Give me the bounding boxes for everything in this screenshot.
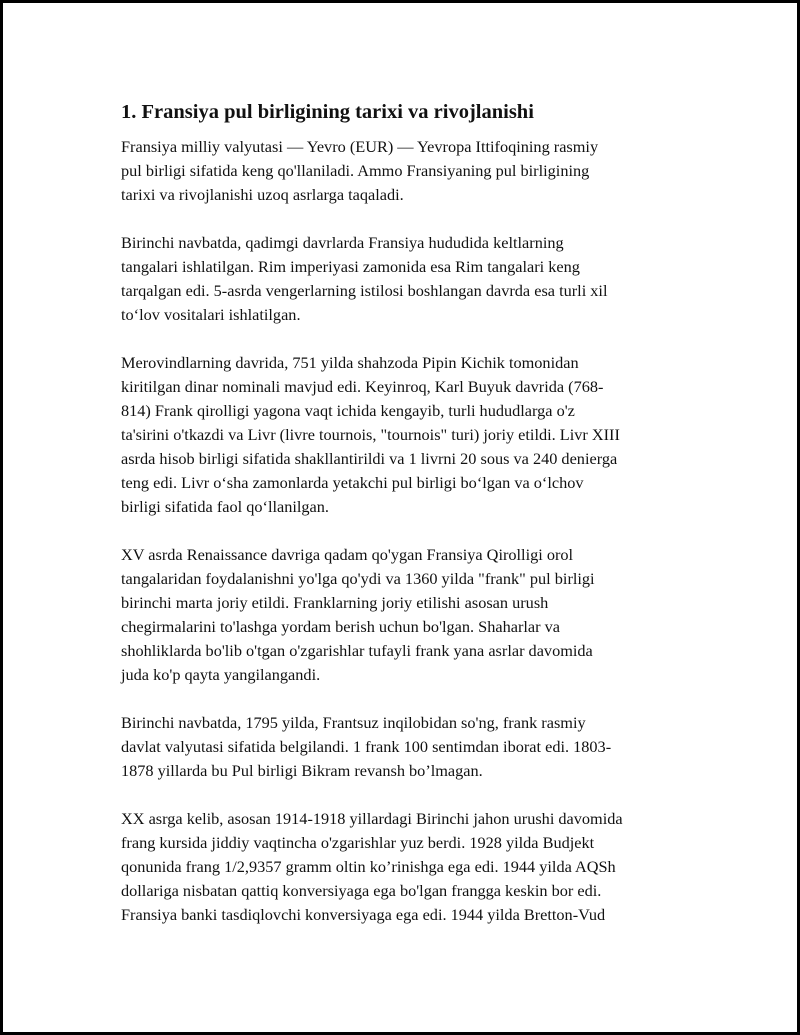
paragraph-franc-origin: XV asrda Renaissance davriga qadam qo'ygan Fransiya Qirolligi orol tangalaridan foydalanishni yo'lga qo'ydi va 1360 yilda "frank" pul birligi birinchi marta joriy etildi. Franklarning joriy etilishi asosan urush chegirmalarini to'lashga yordam berish uchun bo'lgan. Shaharlar va shohliklarda bo'lib o'tgan o'zgarishlar tufayli frank yana asrlar davomida juda ko'p qayta yangilangandi. [121, 545, 595, 684]
paragraph-ancient-coins: Birinchi navbatda, qadimgi davrlarda Fransiya hududida keltlarning tangalari ishlatilgan. Rim imperiyasi zamonida esa Rim tangalari keng tarqalgan edi. 5-asrda vengerlarning istilosi boshlangan davrda esa turli xil to‘lov vositalari ishlatilgan. [121, 233, 608, 324]
paragraph-livre: Merovindlarning davrida, 751 yilda shahzoda Pipin Kichik tomonidan kiritilgan dinar nominali mavjud edi. Keyinroq, Karl Buyuk davrida (768- 814) Frank qirolligi yagona vaqt ichida kengayib, turli hududlarga o'z ta'sirini o'tkazdi va Livr (livre tournois, "tournois" turi) joriy etildi. Livr XIII asrda hisob birligi sifatida shakllantirildi va 1 livrni 20 sous va 240 denierga teng edi. Livr o‘sha zamonlarda yetakchi pul birligi bo‘lgan va o‘lchov birligi sifatida faol qo‘llanilgan. [121, 353, 620, 516]
paragraph-intro: Fransiya milliy valyutasi — Yevro (EUR) — Yevropa Ittifoqining rasmiy pul birligi sifatida keng qo'llaniladi. Ammo Fransiyaning pul birligining tarixi va rivojlanishi uzoq asrlarga taqaladi. [121, 137, 599, 204]
section-heading: 1. Fransiya pul birligining tarixi va rivojlanishi [121, 101, 534, 123]
document-body [121, 99, 691, 951]
paragraph-revolution: Birinchi navbatda, 1795 yilda, Frantsuz inqilobidan so'ng, frank rasmiy davlat valyutasi sifatida belgilandi. 1 frank 100 sentimdan iborat edi. 1803- 1878 yillarda bu Pul birligi Bikram revansh bo’lmagan. [121, 713, 612, 780]
paragraph-twentieth-century: XX asrga kelib, asosan 1914-1918 yillardagi Birinchi jahon urushi davomida frang kursida jiddiy vaqtincha o'zgarishlar yuz berdi. 1928 yilda Budjekt qonunida frang 1/2,9357 gramm oltin ko’rinishga ega edi. 1944 yilda AQSh dollariga nisbatan qattiq konversiyaga ega bo'lgan frangga keskin bor edi. Fransiya banki tasdiqlovchi konversiyaga ega edi. 1944 yilda Bretton-Vud [121, 809, 623, 924]
